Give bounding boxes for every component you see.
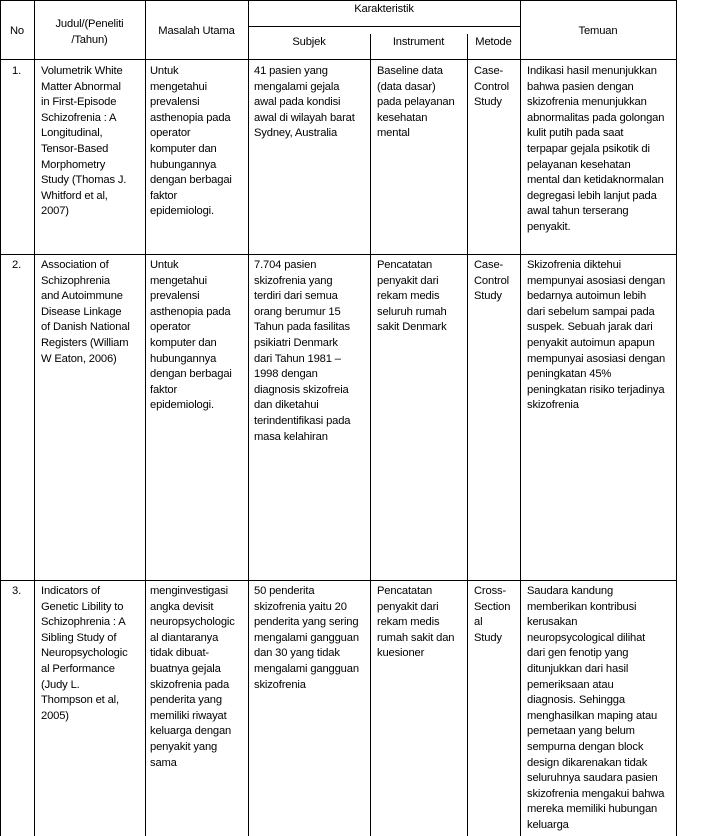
header-instrument: Instrument [392, 36, 445, 48]
table-row-1-instrument: Baseline data (data dasar) pada pelayanan kesehatan mental [377, 65, 455, 140]
table-row-2-instrument: Pencatatan penyakit dari rekam medis seluruh rumah sakit Denmark [377, 259, 447, 334]
header-judul: Judul/(Peneliti /Tahun) [55, 18, 124, 46]
table-row-2-subjek: 7.704 pasien skizofrenia yang terdiri dari semua orang berumur 15 Tahun pada fasilitas psikiatri Denmark dari Tahun 1981 – 1998 dengan diagnosis skizofreia dan diketahui terindentifikasi pada masa kelahiran [254, 259, 351, 443]
table-row-3-judul: Indicators of Genetic Libility to Schizophrenia : A Sibling Study of Neuropsychologic al Performance (Judy L. Thompson et al, 2005) [41, 585, 128, 722]
table-row-1-temuan: Indikasi hasil menunjukkan bahwa pasien dengan skizofrenia menunjukkan abnormalitas pada golongan kulit putih pada saat terpapar gejala psikotik di pelayanan kesehatan mental dan ketidaknormalan degregasi lebih lanjut pada awal tahun terserang penyakit. [527, 65, 665, 233]
table-row-2-masalah: Untuk mengetahui prevalensi asthenopia pada operator komputer dan hubungannya dengan berbagai faktor epidemiologi. [150, 259, 232, 412]
table-row-3-temuan: Saudara kandung memberikan kontribusi kerusakan neuropsycological dilihat dari gen fenotip yang ditunjukkan dari hasil pemeriksaan atau diagnosis. Sehingga menghasilkan maping atau pemetaan yang belum sempurna dengan block design dikarenakan tidak seluruhnya saudara pasien skizofrenia mengakui bahwa mereka memiliki hubungan keluarga [527, 585, 665, 831]
table-row-1-no: 1. [12, 65, 22, 77]
header-metode: Metode [475, 36, 512, 48]
table-row-3-subjek: 50 penderita skizofrenia yaitu 20 penderita yang sering mengalami gangguan dan 30 yang tidak mengalami gangguan skizofrenia [254, 585, 359, 691]
table-row-2-judul: Association of Schizophrenia and Autoimmune Disease Linkage of Danish National Registers (William W Eaton, 2006) [41, 259, 130, 365]
table-row-1-metode: Case- Control Study [474, 65, 510, 109]
table-row-2-metode: Case- Control Study [474, 259, 510, 303]
header-no: No [9, 25, 24, 37]
table-row-1-masalah: Untuk mengetahui prevalensi asthenopia pada operator komputer dan hubungannya dengan berbagai faktor epidemiologi. [150, 65, 232, 218]
table-row-2-no: 2. [12, 259, 22, 271]
table-row-1-subjek: 41 pasien yang mengalami gejala awal pada kondisi awal di wilayah barat Sydney, Australia [254, 65, 355, 140]
header-subjek: Subjek [292, 36, 326, 48]
table-row-3-instrument: Pencatatan penyakit dari rekam medis rumah sakit dan kuesioner [377, 585, 455, 660]
table-row-1-judul: Volumetrik White Matter Abnormal in First-Episode Schizofrenia : A Longitudinal, Tensor-Based Morphometry Study (Thomas J. Whitford et al, 2007) [41, 65, 127, 218]
table-row-3-no: 3. [12, 585, 22, 597]
header-masalah-utama: Masalah Utama [158, 25, 235, 37]
table-row-3-masalah: menginvestigasi angka devisit neuropsychologic al diantaranya tidak dibuat- buatnya gejala skizofrenia pada penderita yang memiliki riwayat keluarga dengan penyakit yang sama [150, 585, 235, 769]
table-row-2-temuan: Skizofrenia diktehui mempunyai asosiasi dengan bedarnya autoimun lebih dari sebelum sampai pada suspek. Sebuah jarak dari penyakit autoimun apapun mempunyai asosiasi dengan peningkatan 45% peningkatan risiko terjadinya skizofrenia [527, 259, 666, 412]
header-karakteristik: Karakteristik [354, 3, 414, 15]
table-row-3-metode: Cross- Section al Study [474, 585, 511, 644]
header-temuan: Temuan [578, 25, 618, 37]
